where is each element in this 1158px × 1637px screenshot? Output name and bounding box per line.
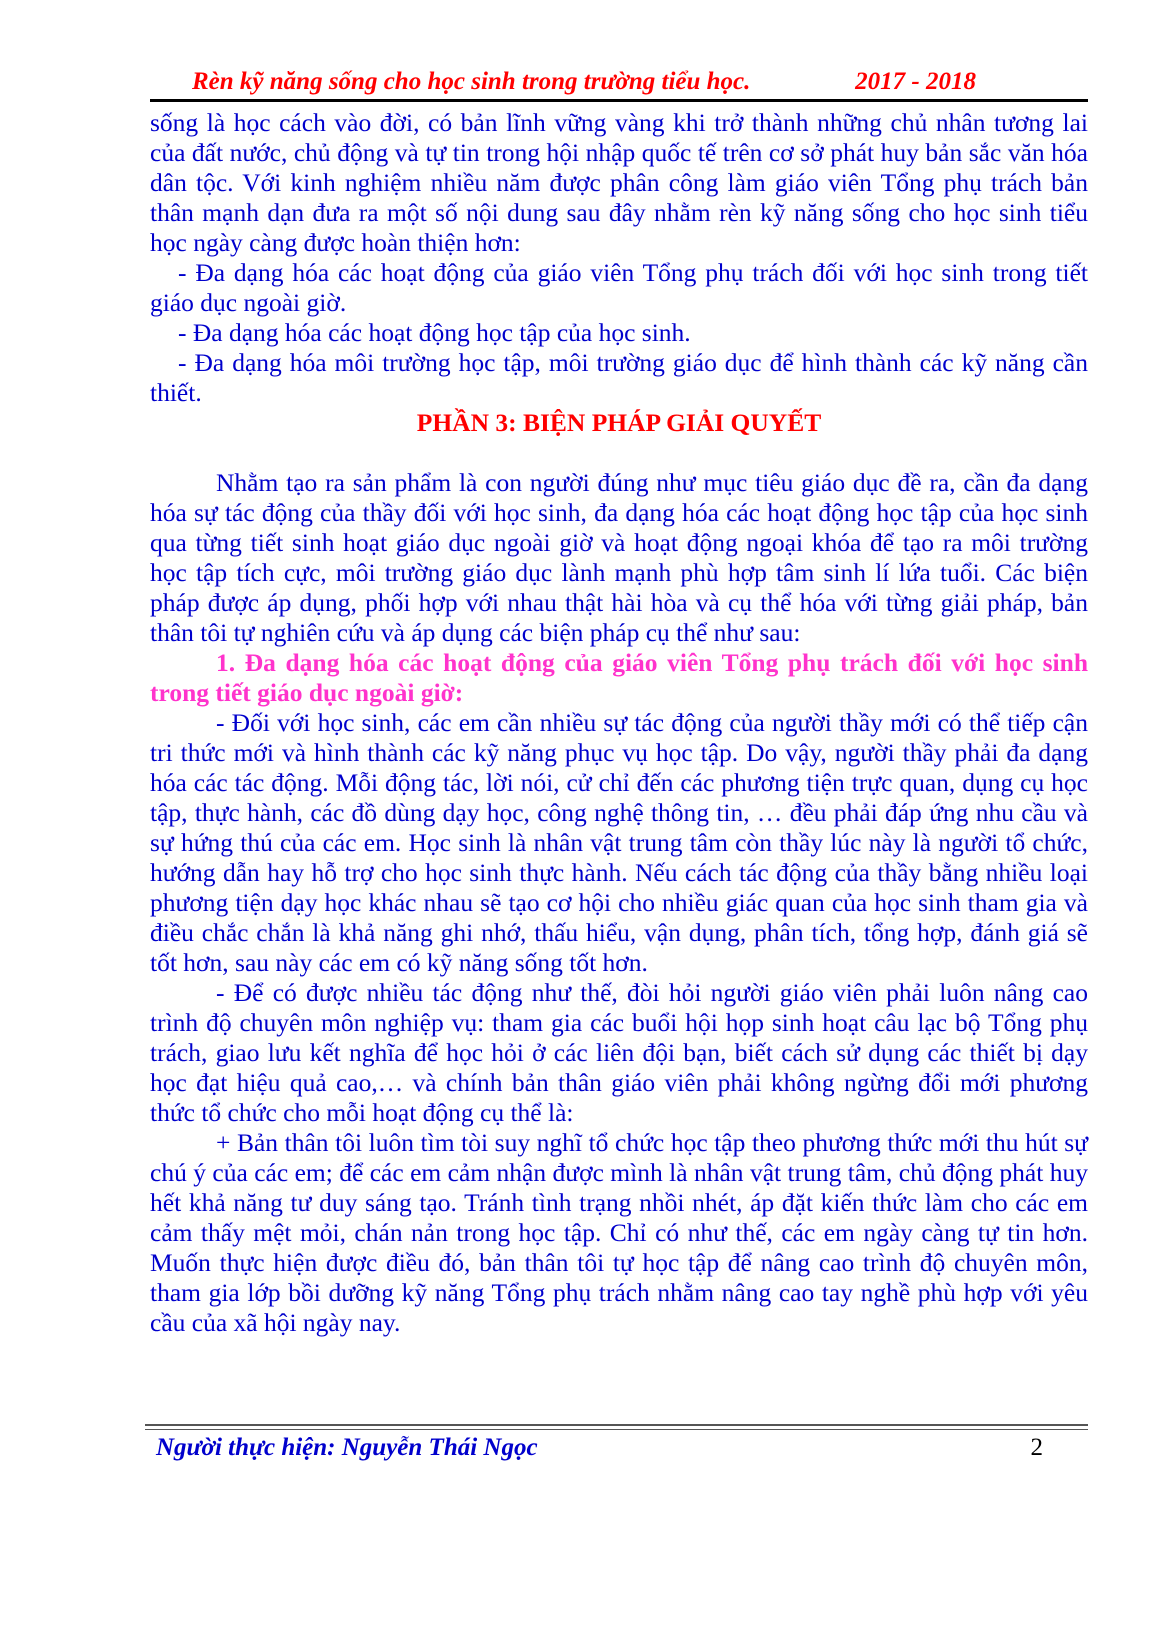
part-paragraph: Nhằm tạo ra sản phẩm là con người đúng như mục tiêu giáo dục đề ra, cần đa dạng hóa sự tác động của thầy đối với học sinh, đa dạng hóa các hoạt động học tập của học sinh qua từng tiết sinh hoạt giáo dục ngoài giờ và hoạt động ngoại khóa để tạo ra môi trường học tập tích cực, môi trường giáo dục lành mạnh phù hợp tâm sinh lí lứa tuổi. Các biện pháp được áp dụng, phối hợp với nhau thật hài hòa và cụ thể hóa với từng giải pháp, bản thân tôi tự nghiên cứu và áp dụng các biện pháp cụ thể như sau:: [150, 468, 1088, 647]
page-number: 2: [1030, 1434, 1043, 1461]
section-paragraph: + Bản thân tôi luôn tìm tòi suy nghĩ tổ chức học tập theo phương thức mới thu hút sự chú ý của các em; để các em cảm nhận được mình là nhân vật trung tâm, chủ động phát huy hết khả năng tư duy sáng tạo. Tránh tình trạng nhồi nhét, áp đặt kiến thức làm cho các em cảm thấy mệt mỏi, chán nản trong học tập. Chỉ có như thế, các em ngày càng tự tin hơn. Muốn thực hiện được điều đó, bản thân tôi tự học tập để nâng cao trình độ chuyên môn, tham gia lớp bồi dưỡng kỹ năng Tổng phụ trách nhằm nâng cao tay nghề phù hợp với yêu cầu của xã hội ngày nay.: [150, 1128, 1088, 1337]
part-heading: PHẦN 3: BIỆN PHÁP GIẢI QUYẾT: [416, 408, 822, 437]
bullet-item: - Đa dạng hóa môi trường học tập, môi trường giáo dục để hình thành các kỹ năng cần thiết.: [150, 348, 1088, 407]
document-body: [150, 108, 1088, 1338]
footer-author: Người thực hiện: Nguyễn Thái Ngọc: [156, 1434, 538, 1461]
page-header: [150, 64, 1088, 102]
header-title: Rèn kỹ năng sống cho học sinh trong trường tiểu học.: [192, 68, 751, 95]
footer-divider: [145, 1424, 1088, 1426]
footer-divider-secondary: [145, 1429, 1088, 1430]
bullet-item: - Đa dạng hóa các hoạt động học tập của học sinh.: [178, 318, 691, 347]
section-paragraph: - Đối với học sinh, các em cần nhiều sự tác động của người thầy mới có thể tiếp cận tri thức mới và hình thành các kỹ năng phục vụ học tập. Do vậy, người thầy phải đa dạng hóa các tác động. Mỗi động tác, lời nói, cử chỉ đến các phương tiện trực quan, dụng cụ học tập, thực hành, các đồ dùng dạy học, công nghệ thông tin, … đều phải đáp ứng nhu cầu và sự hứng thú của các em. Học sinh là nhân vật trung tâm còn thầy lúc này là người tổ chức, hướng dẫn hay hỗ trợ cho học sinh thực hành. Nếu cách tác động của thầy bằng nhiều loại phương tiện dạy học khác nhau sẽ tạo cơ hội cho nhiều giác quan của học sinh tham gia và điều chắc chắn là khả năng ghi nhớ, thấu hiểu, vận dụng, phân tích, tổng hợp, đánh giá sẽ tốt hơn, sau này các em có kỹ năng sống tốt hơn.: [150, 708, 1088, 977]
header-year: 2017 - 2018: [855, 68, 976, 95]
section-title: 1. Đa dạng hóa các hoạt động của giáo viên Tổng phụ trách đối với học sinh trong tiết giáo dục ngoài giờ:: [150, 648, 1088, 707]
header-divider: [150, 99, 1088, 102]
bullet-item: - Đa dạng hóa các hoạt động của giáo viên Tổng phụ trách đối với học sinh trong tiết giáo dục ngoài giờ.: [150, 258, 1088, 317]
section-paragraph: - Để có được nhiều tác động như thế, đòi hỏi người giáo viên phải luôn nâng cao trình độ chuyên môn nghiệp vụ: tham gia các buổi hội họp sinh hoạt câu lạc bộ Tổng phụ trách, giao lưu kết nghĩa để học hỏi ở các liên đội bạn, biết cách sử dụng các thiết bị dạy học đạt hiệu quả cao,… và chính bản thân giáo viên phải không ngừng đổi mới phương thức tổ chức cho mỗi hoạt động cụ thể là:: [150, 978, 1088, 1127]
intro-paragraph: sống là học cách vào đời, có bản lĩnh vững vàng khi trở thành những chủ nhân tương lai của đất nước, chủ động và tự tin trong hội nhập quốc tế trên cơ sở phát huy bản sắc văn hóa dân tộc. Với kinh nghiệm nhiều năm được phân công làm giáo viên Tổng phụ trách bản thân mạnh dạn đưa ra một số nội dung sau đây nhằm rèn kỹ năng sống cho học sinh tiểu học ngày càng được hoàn thiện hơn:: [150, 108, 1088, 257]
